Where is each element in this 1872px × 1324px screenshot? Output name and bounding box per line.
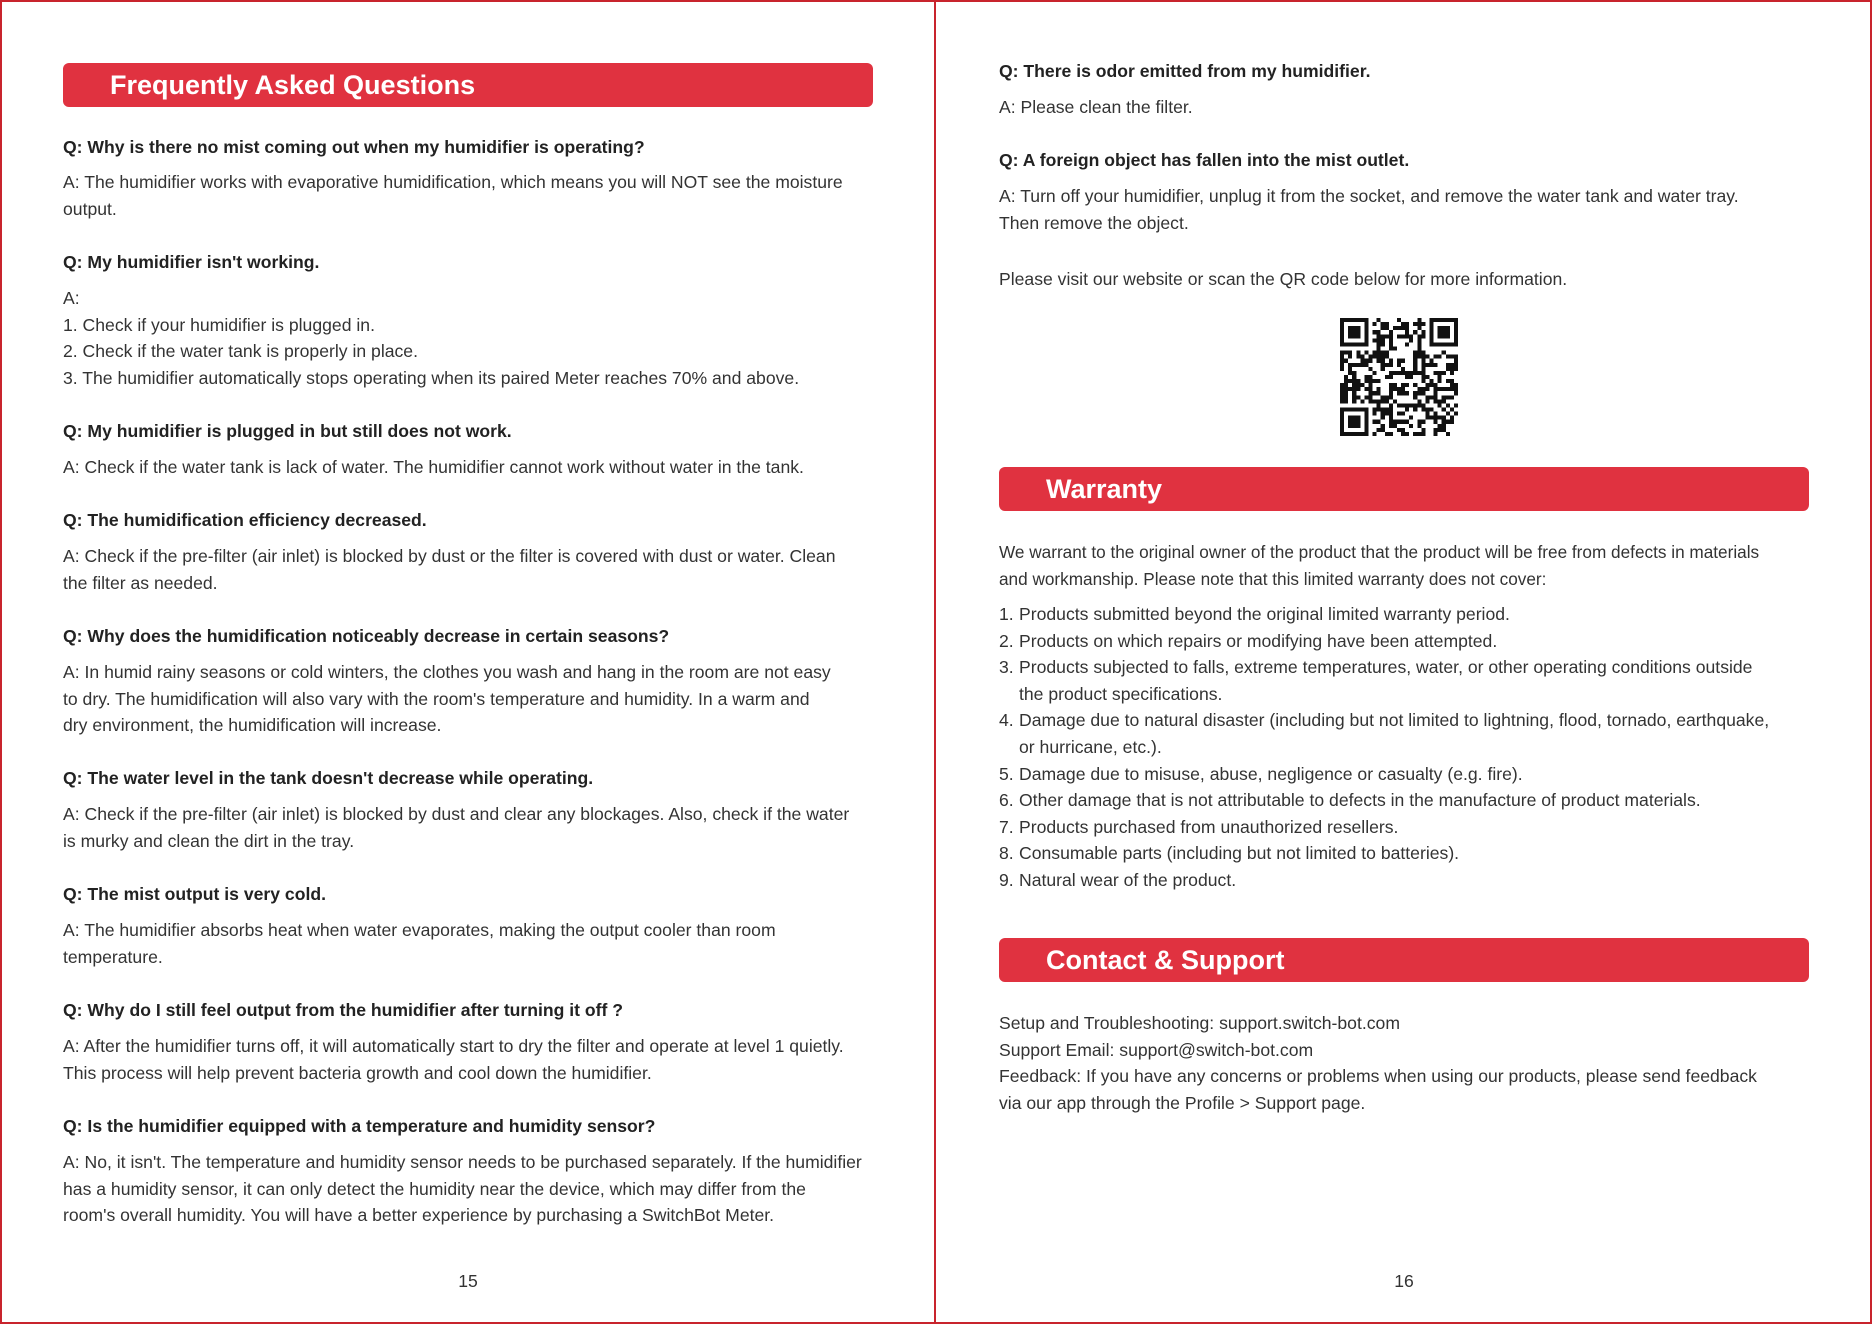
support-site[interactable]: Setup and Troubleshooting: support.switch-bot.com	[999, 1013, 1400, 1033]
warranty-intro: We warrant to the original owner of the product that the product will be free from defects in materials and workmanship. Please note that this limited warranty does not cover:	[999, 542, 1760, 589]
visit-text: Please visit our website or scan the QR code below for more information.	[999, 269, 1568, 289]
faq-banner-title: Frequently Asked Questions	[110, 70, 476, 100]
support-email[interactable]: Support Email: support@switch-bot.com	[999, 1039, 1314, 1060]
faq-answer: A: No, it isn't. The temperature and humidity sensor needs to be purchased separately. If the humidifier has a humidity sensor, it can only detect the humidity near the device, which may differ from the room's overall humidity. You will have a better experience by purchasing a SwitchBot Meter.	[63, 1152, 862, 1226]
faq-question: Q: The humidification efficiency decreased.	[63, 510, 427, 530]
list-item: 1. Products submitted beyond the original limited warranty period.	[999, 604, 1510, 624]
contact-banner-title: Contact & Support	[1046, 945, 1285, 975]
faq-answer: A: The humidifier absorbs heat when water evaporates, making the output cooler than room temperature.	[63, 920, 776, 967]
page-number: 15	[458, 1271, 478, 1291]
qr-code-icon[interactable]	[1340, 318, 1458, 436]
faq-question: Q: A foreign object has fallen into the mist outlet.	[999, 150, 1410, 170]
page-divider	[934, 0, 936, 1324]
page-number: 16	[1394, 1271, 1414, 1291]
faq-answer: A: Please clean the filter.	[999, 97, 1193, 117]
warranty-exclusions-list	[999, 601, 1819, 894]
faq-question: Q: The mist output is very cold.	[63, 884, 326, 904]
faq-question: Q: My humidifier isn't working.	[63, 252, 320, 272]
faq-question: Q: Why does the humidification noticeably decrease in certain seasons?	[63, 626, 670, 646]
faq-answer: A: Check if the water tank is lack of water. The humidifier cannot work without water in the tank.	[63, 457, 804, 477]
faq-question: Q: My humidifier is plugged in but still does not work.	[63, 421, 512, 441]
faq-answer: A: Check if the pre-filter (air inlet) is blocked by dust or the filter is covered with dust or water. Clean the filter as needed.	[63, 546, 836, 593]
faq-answer: A: The humidifier works with evaporative humidification, which means you will NOT see the moisture output.	[63, 172, 843, 219]
list-item: 3. Products subjected to falls, extreme temperatures, water, or other operating conditions outside the product specifications.	[999, 657, 1753, 704]
faq-answer: A: Check if the pre-filter (air inlet) is blocked by dust and clear any blockages. Also, check if the water is murky and clean the dirt in the tray.	[63, 804, 850, 851]
list-item: 7. Products purchased from unauthorized resellers.	[999, 816, 1399, 837]
list-item: 6. Other damage that is not attributable to defects in the manufacture of product materials.	[999, 790, 1701, 811]
list-item: 9. Natural wear of the product.	[999, 869, 1237, 890]
contact-info: Setup and Troubleshooting: support.switch-bot.com Support Email: support@switch-bot.com Feedback: If you have any concerns or problems when using our products, please send feedback via our app through the Profile > Support page.	[999, 1010, 1757, 1116]
faq-banner	[63, 63, 873, 107]
faq-question: Q: Why is there no mist coming out when my humidifier is operating?	[63, 137, 645, 157]
list-item: 5. Damage due to misuse, abuse, negligence or casualty (e.g. fire).	[999, 763, 1523, 784]
faq-question: Q: There is odor emitted from my humidifier.	[999, 61, 1371, 81]
faq-answer: A: In humid rainy seasons or cold winters, the clothes you wash and hang in the room are not easy to dry. The humidification will also vary with the room's temperature and humidity. In a warm and dry environment, the humidification will increase.	[63, 662, 831, 736]
contact-banner	[999, 938, 1809, 982]
faq-question: Q: Is the humidifier equipped with a temperature and humidity sensor?	[63, 1116, 656, 1136]
faq-answer: A: Turn off your humidifier, unplug it from the socket, and remove the water tank and water tray. Then remove the object.	[999, 186, 1739, 233]
faq-question: Q: The water level in the tank doesn't decrease while operating.	[63, 768, 594, 788]
warranty-banner	[999, 467, 1809, 511]
faq-question: Q: Why do I still feel output from the humidifier after turning it off ?	[63, 1000, 624, 1020]
warranty-banner-title: Warranty	[1046, 474, 1163, 504]
list-item: 4. Damage due to natural disaster (including but not limited to lightning, flood, tornado, earthquake, or hurricane, etc.).	[999, 710, 1770, 757]
faq-answer: A: 1. Check if your humidifier is plugged in. 2. Check if the water tank is properly in place. 3. The humidifier automatically stops operating when its paired Meter reaches 70% and above.	[63, 288, 800, 388]
faq-answer: A: After the humidifier turns off, it will automatically start to dry the filter and operate at level 1 quietly. This process will help prevent bacteria growth and cool down the humidifier.	[63, 1036, 844, 1083]
list-item: 2. Products on which repairs or modifying have been attempted.	[999, 630, 1498, 651]
list-item: 8. Consumable parts (including but not limited to batteries).	[999, 843, 1460, 864]
